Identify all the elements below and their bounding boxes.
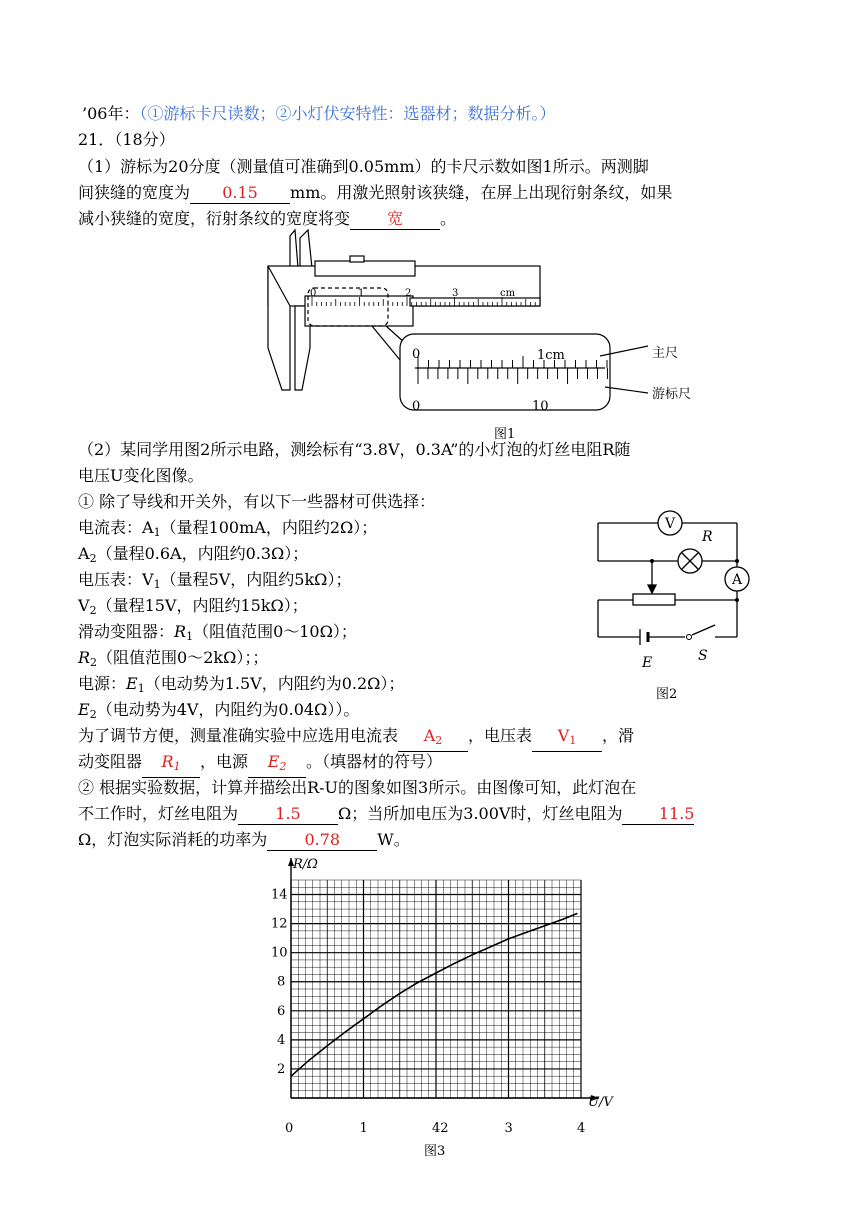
choose-e: ，电源 xyxy=(200,752,249,771)
beam-tick-2: 2 xyxy=(405,288,412,299)
header-year: ’06年： xyxy=(82,104,140,123)
part1-line2 xyxy=(78,183,672,204)
rheo-prefix: 滑动变阻器： xyxy=(78,622,175,641)
source-e1: （电动势为1.5V，内阻约为0.2Ω）； xyxy=(144,674,405,693)
part2-line2: 电压U变化图像。 xyxy=(78,466,204,485)
voltmeter-v2-line: $V_2$（量程15V，内阻约15kΩ）； xyxy=(78,596,308,617)
part1-l2b: mm。用激光照射该狭缝，在屏上出现衍射条纹，如果 xyxy=(290,183,673,202)
lamp-label: R xyxy=(702,529,713,545)
ammeter-label: A xyxy=(732,572,743,588)
mag-top-zero: 0 xyxy=(412,347,421,362)
part1-line3 xyxy=(78,209,456,230)
beam-tick-3: 3 xyxy=(452,288,459,299)
voltmeter-prefix: 电压表：V xyxy=(78,570,154,589)
q2-l3b: W。 xyxy=(377,830,410,849)
y-tick-label: 6 xyxy=(277,1003,286,1019)
mag-bottom-ten: 10 xyxy=(532,399,549,414)
answer-ammeter: $A_2$ xyxy=(398,726,468,752)
part1-l3b: 。 xyxy=(440,209,457,228)
rheo-r2: （阻值范围0～2kΩ）；； xyxy=(97,648,269,667)
choose-b: ，电压表 xyxy=(468,726,533,745)
beam-tick-cm: cm xyxy=(500,288,516,299)
rheostat-symbol xyxy=(633,594,675,605)
answer-r0: 1.5 xyxy=(238,804,338,825)
q2-l3a: Ω，灯泡实际消耗的功率为 xyxy=(78,830,268,849)
part1-l3a: 减小狭缝的宽度，衍射条纹的宽度将变 xyxy=(78,209,351,228)
source-prefix: 电源： xyxy=(78,674,127,693)
x-tick-label: 4 xyxy=(577,1121,586,1136)
source-e2: （电动势为4V，内阻约为0.04Ω））。 xyxy=(96,700,360,719)
voltmeter-v1-line: 电压表：$V_1$（量程5V，内阻约5kΩ）； xyxy=(78,570,352,591)
y-tick-label: 10 xyxy=(271,945,288,961)
q2-l2b: Ω；当所加电压为3.00V时，灯丝电阻为 xyxy=(338,804,623,823)
fig2-caption: 图2 xyxy=(656,687,678,702)
y-tick-label: 8 xyxy=(277,974,286,990)
part2-line3: ① 除了导线和开关外，有以下一些器材可供选择： xyxy=(78,492,436,511)
part1-l2a: 间狭缝的宽度为 xyxy=(78,183,191,202)
ammeter-a1: （量程100mA，内阻约2Ω）； xyxy=(160,518,378,537)
r-u-chart xyxy=(255,850,625,1140)
x-tick-label: 1 xyxy=(359,1121,368,1136)
y-tick-label: 2 xyxy=(277,1061,286,1077)
part2-line1: （2）某同学用图2所示电路，测绘标有“3.8V，0.3A”的小灯泡的灯丝电阻R随 xyxy=(78,440,631,459)
beam-tick-0: 0 xyxy=(310,288,317,299)
voltmeter-v1: （量程5V，内阻约5kΩ）； xyxy=(160,570,352,589)
ammeter-a2-line: $A_2$（量程0.6A，内阻约0.3Ω）； xyxy=(78,544,309,565)
q2-line1: ② 根据实验数据，计算并描绘出R-U的图象如图3所示。由图像可知，此灯泡在 xyxy=(78,778,637,797)
ammeter-prefix: 电流表：A xyxy=(78,518,154,537)
caliper-figure xyxy=(260,228,710,433)
answer-source: $E_2$ xyxy=(248,752,306,778)
mag-top-cm: 1cm xyxy=(537,348,565,363)
voltmeter-label: V xyxy=(665,516,676,532)
answer-fringe: 宽 xyxy=(350,209,440,230)
ammeter-a1-line: 电流表：$A_1$（量程100mA，内阻约2Ω）； xyxy=(78,518,378,539)
answer-voltmeter: $V_1$ xyxy=(532,726,602,752)
source-e2-line: $E_2$（电动势为4V，内阻约为0.04Ω））。 xyxy=(78,700,360,721)
fig1-caption: 图1 xyxy=(494,427,516,442)
rheostat-r1-line: 滑动变阻器：$R_1$（阻值范围0～10Ω）； xyxy=(78,622,357,643)
y-tick-label: 12 xyxy=(271,916,288,932)
answer-power: 0.78 xyxy=(267,830,377,851)
y-axis-label: R/Ω xyxy=(293,857,318,872)
vernier-scale-label: 游标尺 xyxy=(652,387,692,402)
part1-line1: （1）游标为20分度（测量值可准确到0.05mm）的卡尺示数如图1所示。两测脚 xyxy=(78,157,649,176)
header-topics: （①游标卡尺读数；②小灯伏安特性：选器材；数据分析。） xyxy=(139,104,556,123)
answer-slit-width: 0.15 xyxy=(190,183,290,204)
battery-label: E xyxy=(642,655,653,671)
y-tick-label: 4 xyxy=(277,1032,286,1048)
answer-rheostat: $R_1$ xyxy=(142,752,200,778)
source-e1-line: 电源：$E_1$（电动势为1.5V，内阻约为0.2Ω）； xyxy=(78,674,405,695)
q2-line2 xyxy=(78,804,694,825)
x-tick-label: 42 xyxy=(432,1121,449,1136)
rheostat-r2-line: $R_2$（阻值范围0～2kΩ）；； xyxy=(78,648,269,669)
ammeter-a2: （量程0.6A，内阻约0.3Ω）； xyxy=(96,544,309,563)
x-axis-label: U/V xyxy=(588,1095,613,1110)
question-number: 21．（18分） xyxy=(78,130,175,149)
header-line xyxy=(82,104,555,124)
choose-line2 xyxy=(78,752,442,778)
main-scale-label: 主尺 xyxy=(652,346,679,361)
choose-f: 。（填器材的符号） xyxy=(306,752,443,771)
r-u-curve xyxy=(291,913,577,1076)
fig3-caption: 图3 xyxy=(424,1144,446,1159)
choose-a: 为了调节方便，测量准确实验中应选用电流表 xyxy=(78,726,399,745)
beam-tick-1: 1 xyxy=(358,288,365,299)
mag-bottom-zero: 0 xyxy=(412,399,421,414)
choose-line1 xyxy=(78,726,634,752)
choose-d: 动变阻器 xyxy=(78,752,143,771)
x-tick-label: 3 xyxy=(504,1121,513,1136)
circuit-figure xyxy=(590,505,765,675)
x-tick-label: 0 xyxy=(285,1121,294,1136)
switch-label: S xyxy=(698,648,708,664)
y-tick-label: 14 xyxy=(271,887,288,903)
q2-line3 xyxy=(78,830,410,851)
choose-c: ，滑 xyxy=(602,726,635,745)
voltmeter-v2: （量程15V，内阻约15kΩ）； xyxy=(96,596,308,615)
rheo-r1: （阻值范围0～10Ω）； xyxy=(193,622,357,641)
answer-r3: 11.5 xyxy=(622,804,694,825)
q2-l2a: 不工作时，灯丝电阻为 xyxy=(78,804,239,823)
